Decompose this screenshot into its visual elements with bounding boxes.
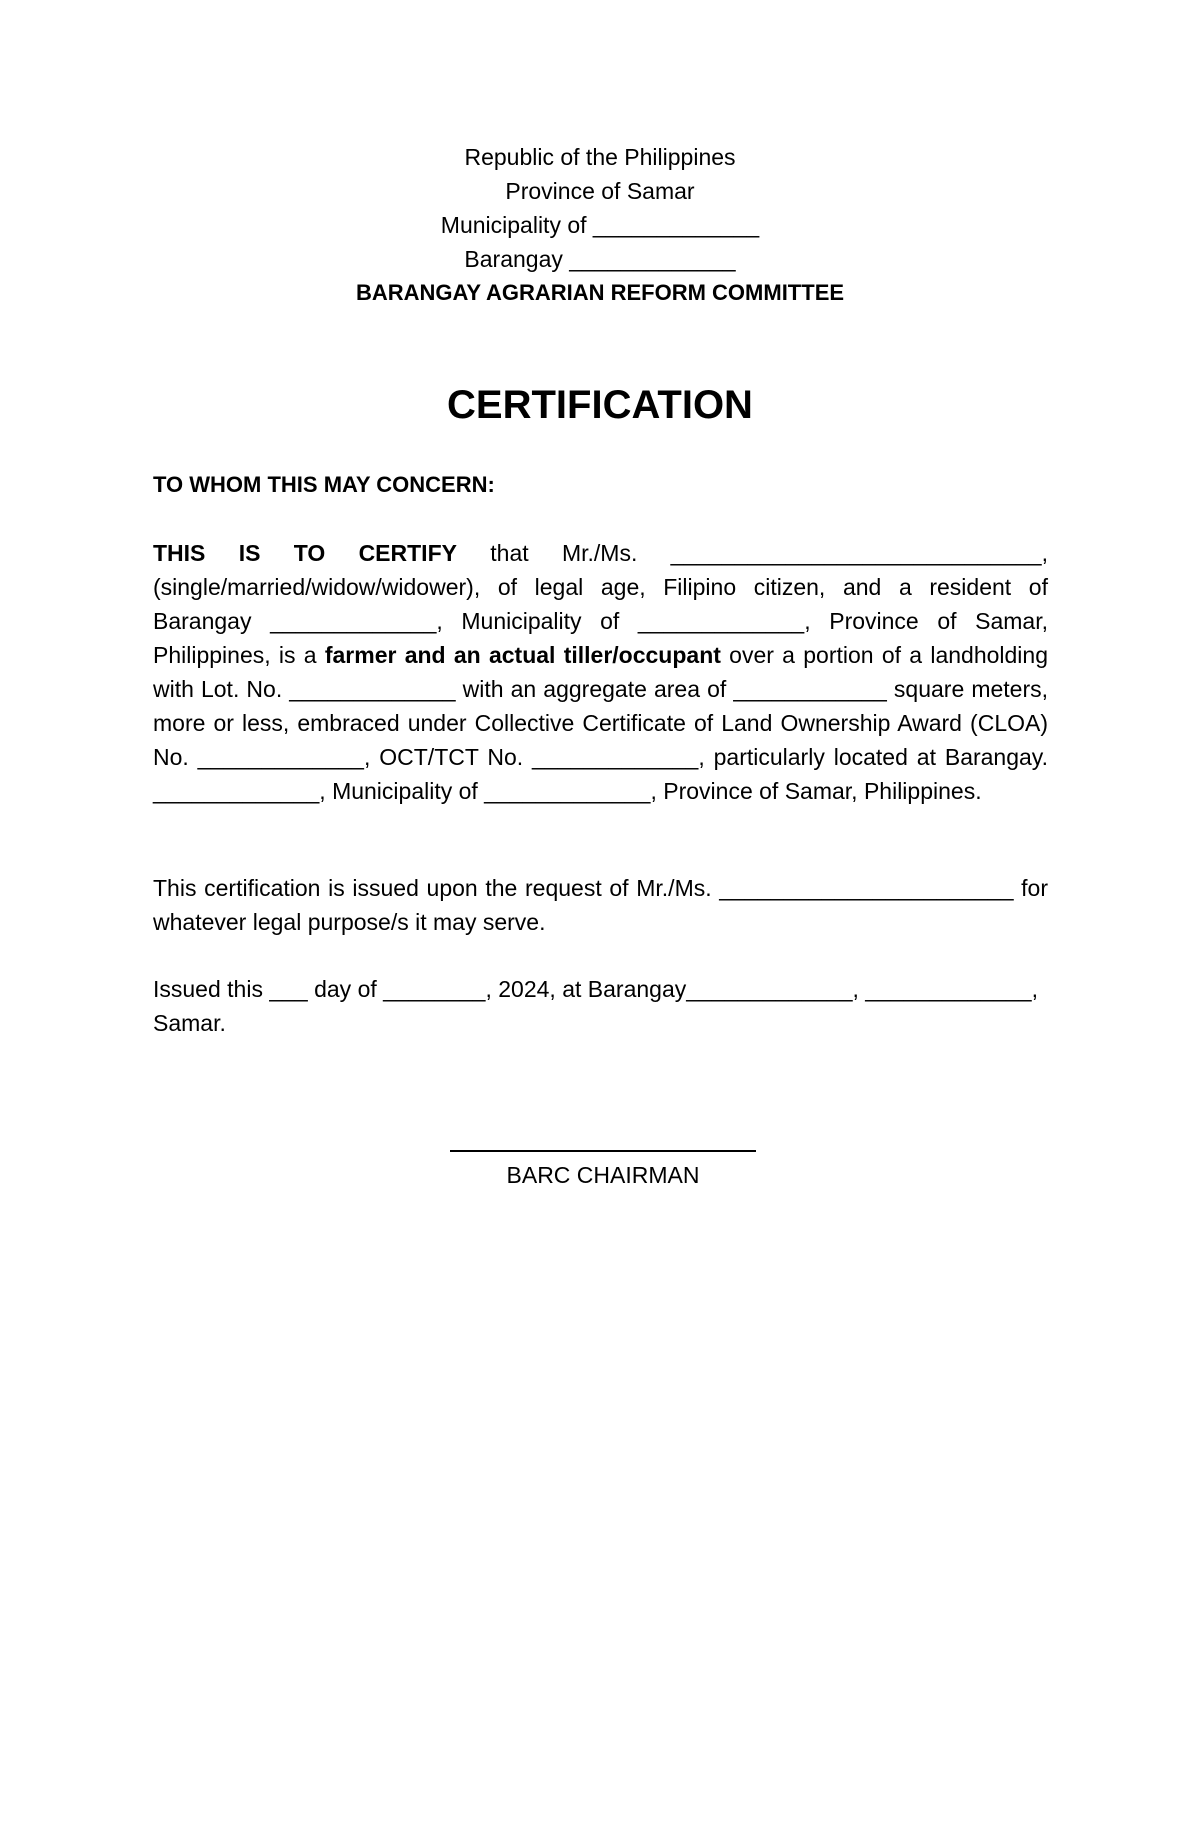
signature-block	[450, 1150, 756, 1192]
certification-paragraph	[153, 536, 1048, 808]
republic-line: Republic of the Philippines	[464, 144, 736, 170]
province-line: Province of Samar	[505, 178, 695, 204]
request-paragraph: This certification is issued upon the request of Mr./Ms. _______________________ for whatever legal purpose/s it may serve.	[153, 875, 1048, 935]
committee-name: BARANGAY AGRARIAN REFORM COMMITTEE	[355, 280, 845, 305]
barangay-line: Barangay _____________	[464, 246, 736, 272]
signatory-title: BARC CHAIRMAN	[506, 1162, 700, 1188]
document-header	[0, 140, 1200, 310]
signature-line	[450, 1150, 756, 1152]
municipality-line: Municipality of _____________	[440, 212, 760, 238]
paragraph-text-part1: that Mr./Ms. _____________________________, (single/married/widow/widower), of legal age, Filipino citizen, and a resident of Barangay _____________, Municipality of _____________, Province of Samar, Philippines, is a	[153, 540, 1048, 668]
paragraph-text-part2: over a portion of a landholding with Lot. No. _____________ with an aggregate area of ____________ square meters, more or less, embraced under Collective Certificate of Land Ownership Award (CLOA) No. _____________, OCT/TCT No. _____________, particularly located at Barangay. _____________, Municipality of _____________, Province of Samar, Philippines.	[153, 642, 1048, 804]
document-title: CERTIFICATION	[447, 383, 753, 427]
certify-lead: THIS IS TO CERTIFY	[153, 540, 457, 566]
issued-paragraph: Issued this ___ day of ________, 2024, at Barangay_____________, _____________, Samar.	[153, 976, 1038, 1036]
farmer-status: farmer and an actual tiller/occupant	[324, 642, 721, 668]
salutation: TO WHOM THIS MAY CONCERN:	[153, 472, 495, 497]
